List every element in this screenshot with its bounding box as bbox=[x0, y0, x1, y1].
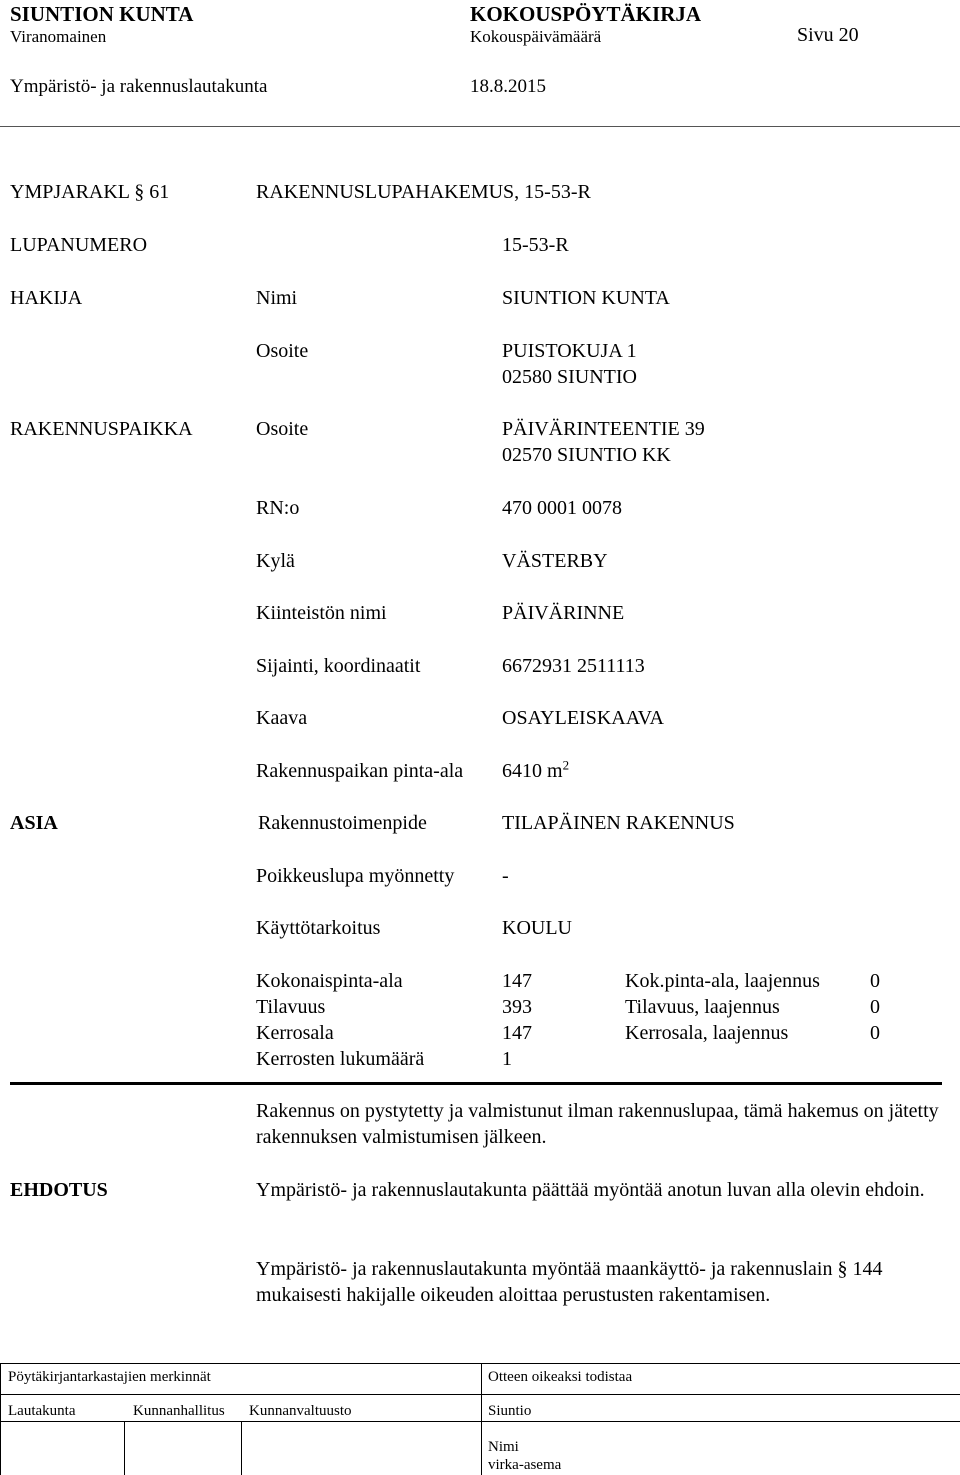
total-area-value: 147 bbox=[502, 970, 532, 992]
property-name-label: Kiinteistön nimi bbox=[256, 602, 387, 624]
footer-center-border bbox=[481, 1363, 482, 1475]
authority-label: Viranomainen bbox=[10, 27, 107, 46]
site-section-label: RAKENNUSPAIKKA bbox=[10, 418, 193, 440]
village-label: Kylä bbox=[256, 550, 295, 572]
action-label: Rakennustoimenpide bbox=[258, 812, 427, 834]
floor-count-value: 1 bbox=[502, 1048, 512, 1070]
footer-top-border bbox=[0, 1363, 960, 1364]
site-address-line1: PÄIVÄRINTEENTIE 39 bbox=[502, 418, 705, 440]
site-area-number: 6410 m bbox=[502, 760, 563, 782]
permit-number: 15-53-R bbox=[502, 234, 569, 256]
extension-floor-area-value: 0 bbox=[870, 1022, 880, 1044]
position-label: virka-asema bbox=[488, 1457, 562, 1473]
use-label: Käyttötarkoitus bbox=[256, 917, 381, 939]
proposal-label: EHDOTUS bbox=[10, 1179, 108, 1201]
site-address-label: Osoite bbox=[256, 418, 309, 440]
section-divider bbox=[10, 1082, 942, 1085]
authority-name: Ympäristö- ja rakennuslautakunta bbox=[10, 76, 268, 97]
exemption-value: - bbox=[502, 865, 509, 887]
site-area-label: Rakennuspaikan pinta-ala bbox=[256, 760, 464, 782]
org-name: SIUNTION KUNTA bbox=[10, 2, 194, 26]
applicant-name: SIUNTION KUNTA bbox=[502, 287, 670, 309]
footer-left-border bbox=[0, 1363, 1, 1475]
header-divider bbox=[0, 126, 960, 127]
applicant-section-label: HAKIJA bbox=[10, 287, 83, 309]
board-label: Lautakunta bbox=[8, 1403, 76, 1419]
volume-value: 393 bbox=[502, 996, 532, 1018]
coordinates-value: 6672931 2511113 bbox=[502, 655, 645, 677]
footer-middle-border bbox=[0, 1394, 960, 1395]
use-value: KOULU bbox=[502, 917, 572, 939]
applicant-address-line1: PUISTOKUJA 1 bbox=[502, 340, 637, 362]
extension-area-value: 0 bbox=[870, 970, 880, 992]
rn-value: 470 0001 0078 bbox=[502, 497, 622, 519]
volume-label: Tilavuus bbox=[256, 996, 326, 1018]
village-value: VÄSTERBY bbox=[502, 550, 608, 572]
floor-area-value: 147 bbox=[502, 1022, 532, 1044]
site-address-line2: 02570 SIUNTIO KK bbox=[502, 444, 671, 466]
total-area-label: Kokonaispinta-ala bbox=[256, 970, 403, 992]
applicant-address-label: Osoite bbox=[256, 340, 309, 362]
floor-area-label: Kerrosala bbox=[256, 1022, 334, 1044]
background-note: Rakennus on pystytetty ja valmistunut ilman rakennuslupaa, tämä hakemus on jätetty rakennuksen valmistumisen jälkeen. bbox=[256, 1100, 939, 1148]
proposal-paragraph-2: Ympäristö- ja rakennuslautakunta myöntää maankäyttö- ja rakennuslain § 144 mukaisesti hakijalle oikeuden aloittaa perustusten rakentamisen. bbox=[256, 1258, 883, 1306]
plan-value: OSAYLEISKAAVA bbox=[502, 707, 664, 729]
permit-number-label: LUPANUMERO bbox=[10, 234, 148, 256]
section-reference: YMPJARAKL § 61 bbox=[10, 181, 170, 203]
meeting-date: 18.8.2015 bbox=[470, 76, 546, 97]
certified-label: Otteen oikeaksi todistaa bbox=[488, 1369, 633, 1385]
matter-section-label: ASIA bbox=[10, 812, 58, 834]
document-type: KOKOUSPÖYTÄKIRJA bbox=[470, 2, 702, 26]
extension-volume-label: Tilavuus, laajennus bbox=[625, 996, 780, 1018]
applicant-name-label: Nimi bbox=[256, 287, 298, 309]
exemption-label: Poikkeuslupa myönnetty bbox=[256, 865, 455, 887]
decision-subject: RAKENNUSLUPAHAKEMUS, 15-53-R bbox=[256, 181, 591, 203]
executive-label: Kunnanhallitus bbox=[133, 1403, 225, 1419]
applicant-address-line2: 02580 SIUNTIO bbox=[502, 366, 637, 388]
floor-count-label: Kerrosten lukumäärä bbox=[256, 1048, 425, 1070]
footer-signature-divider-1 bbox=[124, 1421, 125, 1475]
page-number: Sivu 20 bbox=[797, 24, 859, 46]
footer-row-border bbox=[0, 1421, 960, 1422]
meeting-date-label: Kokouspäivämäärä bbox=[470, 27, 602, 46]
coordinates-label: Sijainti, koordinaatit bbox=[256, 655, 421, 677]
footer-signature-divider-2 bbox=[241, 1421, 242, 1475]
name-label: Nimi bbox=[488, 1439, 519, 1455]
action-value: TILAPÄINEN RAKENNUS bbox=[502, 812, 735, 834]
council-label: Kunnanvaltuusto bbox=[249, 1403, 352, 1419]
extension-volume-value: 0 bbox=[870, 996, 880, 1018]
place-label: Siuntio bbox=[488, 1403, 532, 1419]
plan-label: Kaava bbox=[256, 707, 308, 729]
site-area-value bbox=[502, 757, 570, 782]
reviewers-label: Pöytäkirjantarkastajien merkinnät bbox=[8, 1369, 211, 1385]
site-area-unit-exponent: 2 bbox=[562, 757, 570, 773]
rn-label: RN:o bbox=[256, 497, 300, 519]
extension-floor-area-label: Kerrosala, laajennus bbox=[625, 1022, 789, 1044]
proposal-paragraph-1: Ympäristö- ja rakennuslautakunta päättää myöntää anotun luvan alla olevin ehdoin. bbox=[256, 1179, 925, 1201]
extension-area-label: Kok.pinta-ala, laajennus bbox=[625, 970, 820, 992]
property-name: PÄIVÄRINNE bbox=[502, 602, 625, 624]
